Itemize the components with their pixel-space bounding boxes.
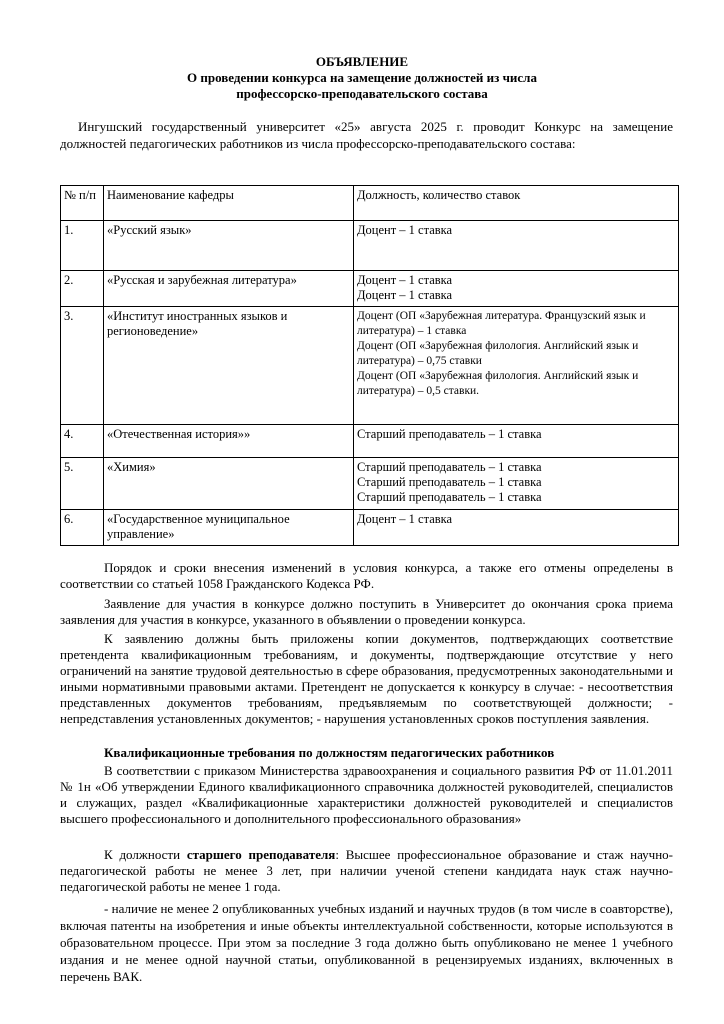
- position-line: Доцент – 1 ставка: [357, 288, 453, 302]
- row-positions: [354, 221, 679, 271]
- position-line: Доцент – 1 ставка: [357, 223, 453, 237]
- table-row: [61, 510, 679, 546]
- row-department: «Русский язык»: [104, 221, 354, 271]
- row-positions: [354, 307, 679, 425]
- paragraph-order: В соответствии с приказом Министерства здравоохранения и социального развития РФ от 11.01.2011 № 1н «Об утверждении Единого квалификационного справочника должностей руководителей, специалистов и служащих, раздел «Квалификационные характеристики должностей руководителей и специалистов высшего профессионального и дополнительного профессионального образования»: [60, 763, 673, 826]
- row-num: 5.: [61, 458, 104, 510]
- row-department: «Химия»: [104, 458, 354, 510]
- position-line: Доцент – 1 ставка: [357, 512, 453, 526]
- row-num: 2.: [61, 271, 104, 307]
- row-num: 6.: [61, 510, 104, 546]
- paragraph-publications: - наличие не менее 2 опубликованных учебных изданий и научных трудов (в том числе в соавторстве), включая патенты на изобретения и иные объекты интеллектуальной собственности, которые используются в образовательном процессе. При этом за последние 3 года должно быть опубликовано не менее 1 учебного издания и не менее одной научной статьи, опубликованной в рецензируемых изданиях, включенных в перечень ВАК.: [60, 901, 673, 984]
- row-positions: [354, 271, 679, 307]
- row-department: «Государственное муниципальное управление»: [104, 510, 354, 546]
- table-row: [61, 221, 679, 271]
- intro-paragraph: Ингушский государственный университет «25» августа 2025 г. проводит Конкурс на замещение должностей педагогических работников из числа профессорско-преподавательского состава:: [60, 119, 673, 151]
- paragraph-documents: К заявлению должны быть приложены копии документов, подтверждающих соответствие претендента квалификационным требованиям, и документы, подтверждающие отсутствие у него ограничений на занятие трудовой деятельностью в сфере образования, предусмотренных законодательными и иными нормативными правовыми актами. Претендент не допускается к конкурсу в случае: - несоответствия представленных документов требованиям, предъявляемым по соответствующей должности; - непредставления установленных документов; - нарушения установленных сроков поступления заявления.: [60, 631, 673, 726]
- table-row: [61, 458, 679, 510]
- position-line: Доцент (ОП «Зарубежная филология. Английский язык и литература) – 0,75 ставки: [357, 340, 639, 367]
- row-positions: [354, 425, 679, 458]
- document-subtitle-line-2: профессорско-преподавательского состава: [236, 86, 488, 101]
- table-header-row: [61, 186, 679, 221]
- row-department: «Институт иностранных языков и регионоведение»: [104, 307, 354, 425]
- row-num: 3.: [61, 307, 104, 425]
- row-department: «Отечественная история»»: [104, 425, 354, 458]
- position-line: Старший преподаватель – 1 ставка: [357, 460, 542, 474]
- table-row: [61, 425, 679, 458]
- paragraph-terms: Порядок и сроки внесения изменений в условия конкурса, а также его отмены определены в соответствии со статьей 1058 Гражданского Кодекса РФ.: [60, 560, 673, 591]
- table-row: [61, 307, 679, 425]
- document-subtitle-line-1: О проведении конкурса на замещение должностей из числа: [187, 70, 537, 85]
- position-line: Доцент (ОП «Зарубежная литература. Французский язык и литература) – 1 ставка: [357, 310, 646, 337]
- header-position: Должность, количество ставок: [354, 186, 679, 221]
- table-row: [61, 271, 679, 307]
- position-line: Старший преподаватель – 1 ставка: [357, 475, 542, 489]
- document-title: ОБЪЯВЛЕНИЕ: [315, 54, 409, 69]
- row-num: 4.: [61, 425, 104, 458]
- header-department: Наименование кафедры: [104, 186, 354, 221]
- position-line: Доцент – 1 ставка: [357, 273, 453, 287]
- paragraph-application: Заявление для участия в конкурсе должно поступить в Университет до окончания срока приема заявления для участия в конкурсе, указанного в объявлении о проведении конкурса.: [60, 596, 673, 627]
- position-line: Доцент (ОП «Зарубежная филология. Английский язык и литература) – 0,5 ставки.: [357, 370, 639, 397]
- position-line: Старший преподаватель – 1 ставка: [357, 490, 542, 504]
- row-positions: [354, 510, 679, 546]
- header-num: № п/п: [61, 186, 104, 221]
- row-department: «Русская и зарубежная литература»: [104, 271, 354, 307]
- paragraph-senior-lecturer: К должности старшего преподавателя: Высшее профессиональное образование и стаж научно-педагогической работы не менее 3 лет, при наличии ученой степени кандидата наук стаж научно-педагогической работы не менее 1 года.: [60, 847, 673, 894]
- subheading-requirements: Квалификационные требования по должностям педагогических работников: [104, 745, 555, 760]
- row-positions: [354, 458, 679, 510]
- position-line: Старший преподаватель – 1 ставка: [357, 427, 542, 441]
- row-num: 1.: [61, 221, 104, 271]
- vacancies-table: [60, 185, 679, 546]
